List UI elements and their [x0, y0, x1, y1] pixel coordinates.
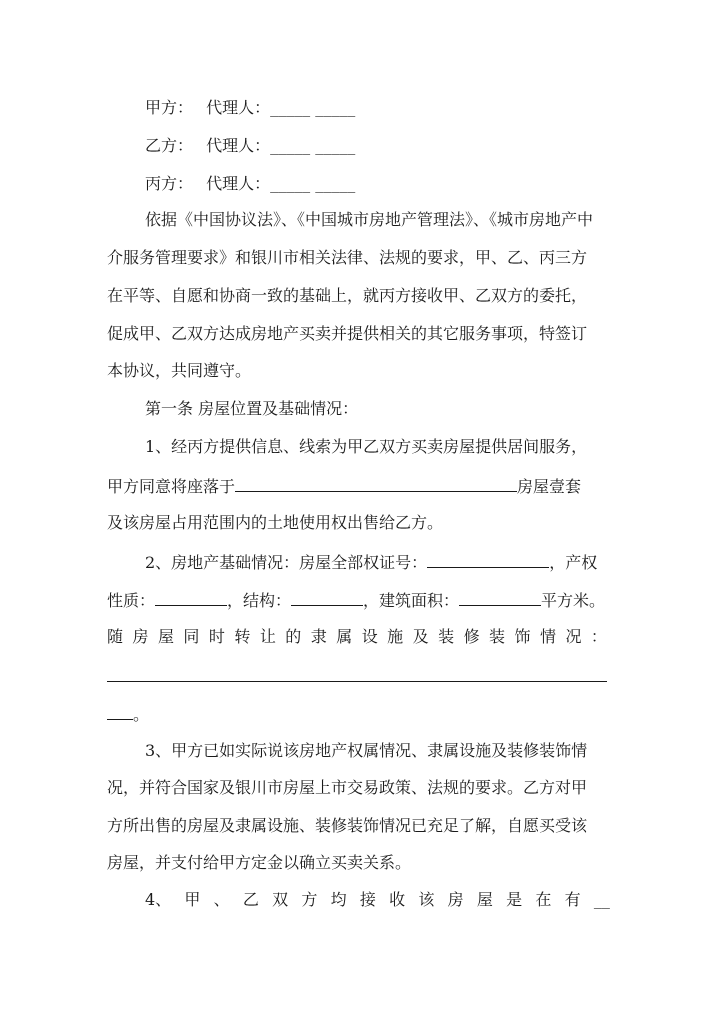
certificate-number-blank [427, 551, 549, 568]
party-c-line [145, 174, 650, 194]
facilities-blank-line [107, 681, 607, 682]
area-label: ，建筑面积： [363, 591, 460, 610]
area-unit: 平方米。 [541, 591, 606, 610]
char: 及 [412, 627, 429, 646]
clause-4-line-1 [145, 890, 610, 910]
char: 4、 [145, 890, 172, 909]
char: 修 [463, 627, 480, 646]
char: 房 [132, 627, 149, 646]
char: 情 [539, 627, 556, 646]
clause-2-line-1-suffix: ，产权 [549, 553, 598, 572]
clause-2-line-4 [107, 703, 612, 725]
char: 收 [389, 890, 406, 909]
clause-2-line-2 [107, 589, 612, 611]
char: 方 [301, 890, 318, 909]
structure-label: ，结构： [227, 591, 292, 610]
intro-line-2: 介服务管理要求》和银川市相关法律、法规的要求，甲、乙、丙三方 [107, 248, 588, 267]
clause-1-line-1: 1、经丙方提供信息、线索为甲乙双方买卖房屋提供居间服务， [145, 437, 588, 456]
intro-line-1: 依据《中国协议法》、《中国城市房地产管理法》、《城市房地产中 [145, 210, 594, 229]
intro-line-4: 促成甲、乙双方达成房地产买卖并提供相关的其它服务事项，特签订 [107, 324, 588, 343]
char: 在 [535, 890, 552, 909]
char: __ [593, 890, 610, 909]
party-c-label: 丙方： [145, 174, 194, 193]
nature-blank [155, 589, 227, 606]
char: 随 [107, 627, 124, 646]
char: 装 [438, 627, 455, 646]
structure-blank [291, 589, 363, 606]
char: 让 [259, 627, 276, 646]
char: 该 [418, 890, 435, 909]
char: 有 [564, 890, 581, 909]
clause-3-line-1: 3、甲方已如实际说该房地产权属情况、隶属设施及装修装饰情 [145, 741, 588, 760]
char: 均 [330, 890, 347, 909]
address-blank [235, 475, 517, 492]
clause-3-line-4: 房屋，并支付给甲方定金以确立买卖关系。 [107, 853, 412, 872]
clause-1-line-2-prefix: 甲方同意将座落于 [107, 477, 236, 496]
clause-3-line-3: 方所出售的房屋及隶属设施、装修装饰情况已充足了解，自愿买受该 [107, 816, 588, 835]
char: 是 [506, 890, 523, 909]
party-a-line [145, 98, 650, 118]
char: 屋 [157, 627, 174, 646]
facilities-blank-end [107, 703, 133, 720]
clause-1-line-2-suffix: 房屋壹套 [517, 477, 582, 496]
char: 隶 [310, 627, 327, 646]
char: 属 [336, 627, 353, 646]
clause-1-line-2 [107, 475, 612, 497]
char: 甲 [184, 890, 201, 909]
char: 房 [447, 890, 464, 909]
party-b-label: 乙方： [145, 136, 194, 155]
party-a-label: 甲方： [145, 98, 194, 117]
char: 饰 [514, 627, 531, 646]
clause-3-line-2: 况，并符合国家及银川市房屋上市交易政策、法规的要求。乙方对甲 [107, 778, 588, 797]
clause-2-line-3 [107, 627, 607, 647]
clause-2-end-mark: 。 [133, 705, 150, 724]
intro-line-3: 在平等、自愿和协商一致的基础上，就丙方接收甲、乙双方的委托， [107, 286, 588, 305]
char: 转 [234, 627, 251, 646]
party-b-agent: 代理人：_____ _____ [206, 136, 356, 155]
char: 接 [359, 890, 376, 909]
char: 况 [565, 627, 582, 646]
char: 同 [183, 627, 200, 646]
char: 施 [387, 627, 404, 646]
article-1-title: 第一条 房屋位置及基础情况： [145, 399, 359, 418]
char: 屋 [476, 890, 493, 909]
area-blank [459, 589, 541, 606]
party-b-line [145, 136, 650, 156]
char: 、 [213, 890, 230, 909]
party-c-agent: 代理人：_____ _____ [206, 174, 356, 193]
char: ： [590, 627, 607, 646]
nature-label: 性质： [107, 591, 156, 610]
clause-2-line-1 [145, 551, 650, 573]
clause-1-line-3: 及该房屋占用范围内的土地使用权出售给乙方。 [107, 513, 444, 532]
party-a-agent: 代理人：_____ _____ [206, 98, 356, 117]
clause-2-line-1-prefix: 2、房地产基础情况：房屋全部权证号： [145, 553, 428, 572]
char: 乙 [242, 890, 259, 909]
char: 装 [489, 627, 506, 646]
char: 时 [208, 627, 225, 646]
intro-line-5: 本协议，共同遵守。 [107, 361, 252, 380]
char: 双 [272, 890, 289, 909]
char: 设 [361, 627, 378, 646]
char: 的 [285, 627, 302, 646]
